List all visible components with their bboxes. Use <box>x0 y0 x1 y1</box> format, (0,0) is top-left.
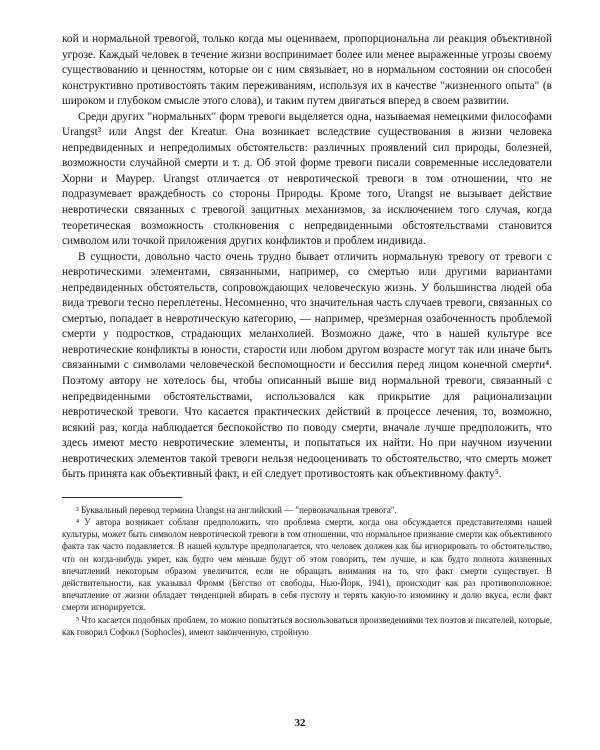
paragraph: кой и нормальной тревогой, только когда мы оцениваем, пропорциональна ли реакция объективной угрозе. Каждый человек в течение жизни воспринимает более или менее выраженные угрозы своему существованию и ценностям, которые он с ним связывает, но в нормальном состоянии он способен конструктивно противостоять таким переживаниям, используя их в качестве "жизненного опыта" (в широком и глубоком смысле этого слова), и таким путем двигаться вперед в своем развитии. <box>62 33 552 108</box>
paragraph: Среди других "нормальных" форм тревоги выделяется одна, называемая немецкими философами Urangst³ или Angst der Kreatur. Она возникает вследствие существования в жизни человека непредвиденных и непредолимых обстоятельств: различных проявлений сил природы, болезней, возможности случайной смерти и т. д. Об этой форме тревоги писали современные исследователи Хорни и Маурер. Urangst отличается от невротической тревоги в том отношении, что не подразумевает враждебность со стороны Природы. Кроме того, Urangst не вызывает действие невротически связанных с тревогой защитных механизмов, за исключением того случая, когда теоретическая возможность столкновения с непредвиденными обстоятельствами становится символом или точкой приложения других конфликтов и проблем индивида. <box>62 110 552 248</box>
footnote: ⁵ Что касается подобных проблем, то можно попытаться воспользоваться произведениями тех поэтов и писателей, которые, как говорил Софокл (Sophocles), имеют законченную, стройную <box>62 614 552 637</box>
footnote-divider <box>62 497 182 498</box>
main-text <box>62 32 552 483</box>
page-number: 32 <box>294 717 306 729</box>
footnotes <box>62 504 552 638</box>
footnote: ³ Буквальный перевод термина Urangst на английский — "первоначальная тревога". <box>76 504 397 515</box>
paragraph: В сущности, довольно часто очень трудно бывает отличить нормальную тревогу от тревоги с невротическими элементами, связанными, например, со смертью или другими вариантами непредвиденных обстоятельств, сопровождающих человеческую жизнь. У большинства людей оба вида тревоги тесно переплетены. Несомненно, что значительная часть случаев тревоги, связанных со смертью, попадает в невротическую категорию, — например, чрезмерная озабоченность проблемой смерти у подростков, страдающих меланхолией. Возможно даже, что в нашей культуре все невротические конфликты в юности, старости или любом другом возрасте могут так или иначе быть связанными с символами человеческой беспомощности и бессилия перед лицом конечной смерти⁴. Поэтому автору не хотелось бы, чтобы описанный выше вид нормальной тревоги, связанный с непредвиденными обстоятельствами, использовался как прикрытие для рационализации невротической тревоги. Что касается практических действий в процессе лечения, то, возможно, всякий раз, когда наблюдается беспокойство по поводу смерти, вначале лучше предположить, что здесь имеют место невротические элементы, и попытаться их найти. Но при научном изучении невротических элементов такой тревоги нельзя недооценивать то обстоятельство, что смерть может быть принята как объективный факт, и ей следует противостоять как объективному факту⁵. <box>62 250 552 481</box>
footnote: ⁴ У автора возникает соблазн предположить, что проблема смерти, когда она обсуждается представителями нашей культуры, может быть символом невротической тревоги в том отношении, что нормальное признание смерти как объективного факта так часто подавляется. В нашей культуре предполагается, что человек должен как бы игнорировать то обстоятельство, что он когда-нибудь умрет, как будто чем меньше будут об этом говорить, тем лучше, и как будто полнота жизненных впечатлений некоторым образом увеличится, если не обращать внимания на то, что факт смерти существует. В действительности, как указывал Фромм (Бегство от свободы, Нью-Йорк, 1941), происходит как раз противоположное: впечатление от жизни обладает тенденцией вбирать в себя пустоту и терять какую-то изюминку и долю вкуса, если факт смерти игнорируется. <box>62 517 552 613</box>
